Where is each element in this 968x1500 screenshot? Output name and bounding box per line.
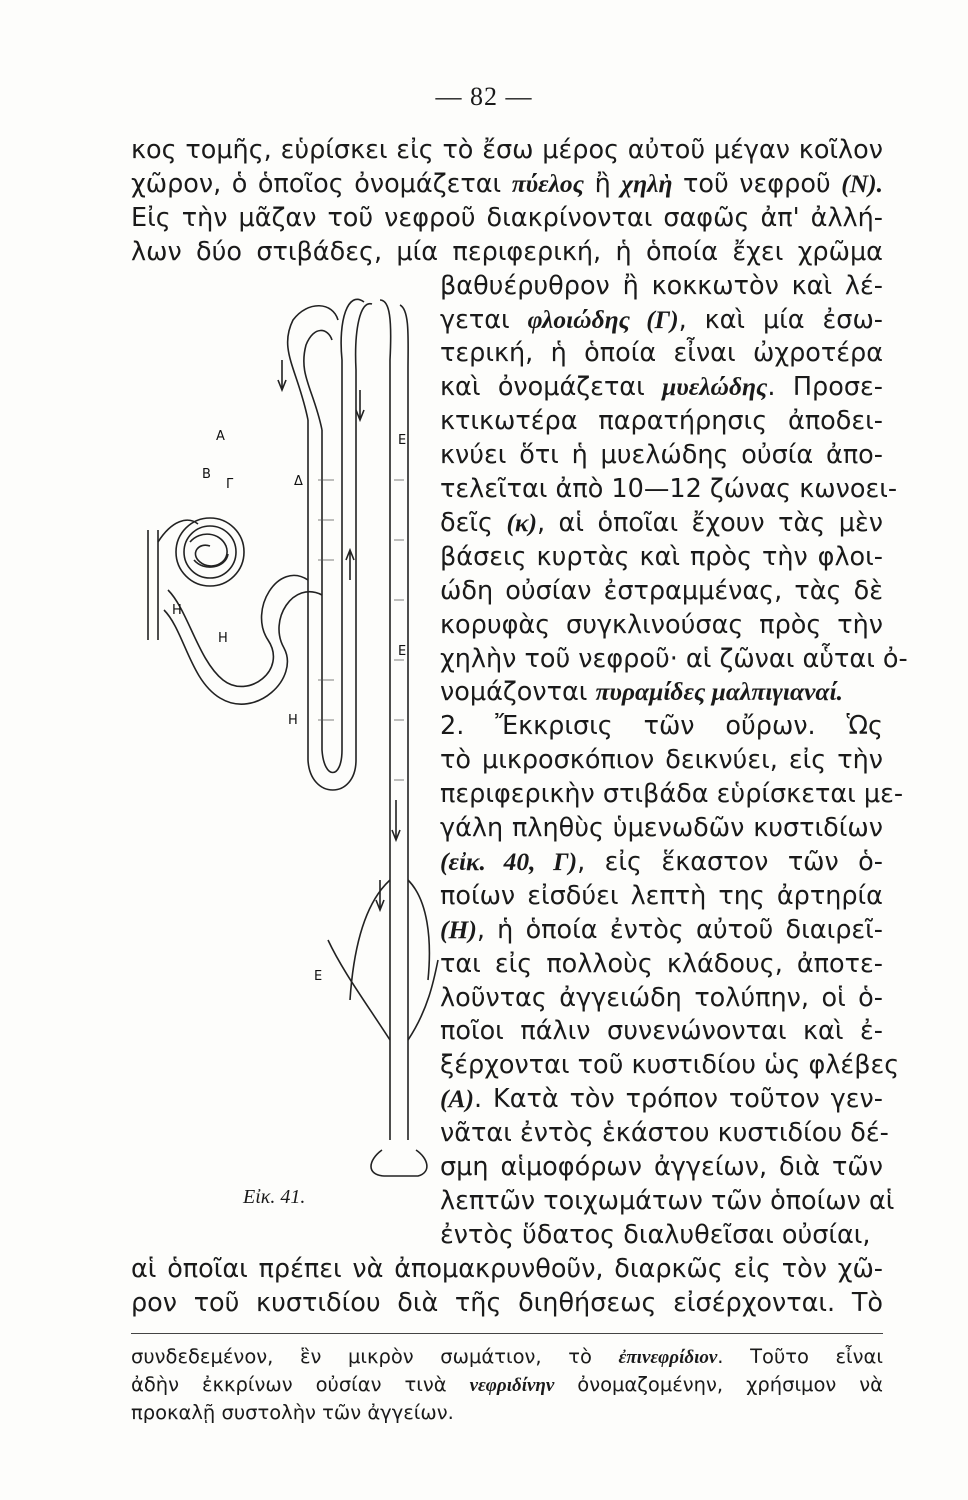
figure-label-e-top: Ε bbox=[398, 433, 407, 448]
text-line bbox=[440, 846, 883, 878]
text-line bbox=[440, 1015, 883, 1047]
text-line bbox=[440, 1049, 900, 1081]
text-line bbox=[440, 1151, 883, 1183]
emphasis-term: (εἰκ. 40, Γ) bbox=[440, 846, 578, 876]
text-run: τὸ μικροσκόπιον δεικνύει, εἰς τὴν bbox=[440, 745, 883, 776]
text-run: κορυφὰς συγκλινούσας πρὸς τὴν bbox=[440, 609, 883, 640]
text-run: τελεῖται ἀπὸ 10—12 ζώνας κωνοει- bbox=[440, 474, 898, 504]
text-line bbox=[440, 643, 908, 675]
text-run: . Προσε- bbox=[767, 372, 883, 403]
text-run: κος τομῆς, εὑρίσκει εἰς τὸ ἔσω μέρος αὐτοῦ μέγαν κοῖλον bbox=[131, 135, 883, 165]
text-run: ἢ bbox=[584, 168, 622, 199]
text-line bbox=[131, 236, 883, 268]
text-run: καὶ ὀνομάζεται bbox=[440, 372, 663, 403]
text-line bbox=[440, 744, 883, 776]
text-line bbox=[131, 1253, 883, 1285]
text-line bbox=[440, 710, 883, 742]
text-run: προκαλῇ συστολὴν τῶν ἀγγείων. bbox=[131, 1401, 454, 1424]
text-run: , αἱ ὁποῖαι ἔχουν τὰς μὲν bbox=[536, 507, 884, 538]
text-run: ποῖοι πάλιν συνενώνονται καὶ ἐ- bbox=[440, 1016, 883, 1047]
text-run: τερική, ἡ ὁποία εἶναι ὠχροτέρα bbox=[440, 338, 883, 369]
text-line bbox=[440, 270, 883, 302]
text-run: δεῖς bbox=[440, 507, 507, 538]
text-line bbox=[440, 405, 883, 437]
figure-label-h: Η bbox=[218, 631, 228, 646]
text-run: 2. bbox=[440, 711, 496, 742]
text-line bbox=[440, 1117, 889, 1149]
emphasis-term: φλοιώδης (Γ) bbox=[527, 304, 679, 334]
text-run: ται εἰς πολλοὺς κλάδους, ἀποτε- bbox=[440, 948, 883, 979]
section-heading: Ἔκκρισις τῶν οὔρων. bbox=[495, 711, 816, 742]
text-line bbox=[440, 778, 904, 810]
text-run: γάλη πληθὺς ὑμενωδῶν κυστιδίων bbox=[440, 813, 883, 843]
figure-label-h-lower: Η bbox=[288, 713, 298, 728]
figure-label-b: Β bbox=[202, 467, 211, 482]
figure-label-d: Δ bbox=[294, 474, 303, 489]
text-line bbox=[440, 676, 883, 708]
text-line bbox=[440, 948, 883, 980]
text-run: Εἰς τὴν μᾶζαν τοῦ νεφροῦ διακρίνονται σαφῶς ἀπ' ἀλλή- bbox=[131, 202, 883, 233]
text-line bbox=[440, 575, 883, 607]
text-run: ἀδὴν ἐκκρίνων οὐσίαν τινὰ bbox=[131, 1373, 470, 1396]
emphasis-term: μυελώδης bbox=[662, 372, 768, 402]
footnote-line bbox=[131, 1373, 883, 1398]
text-run: βαθυέρυθρον ἢ κοκκωτὸν καὶ λέ- bbox=[440, 270, 883, 301]
footnote-line bbox=[131, 1401, 883, 1425]
figure-label-h-left: Η bbox=[172, 603, 182, 618]
text-run: σμη αἱμοφόρων ἀγγείων, διὰ τῶν bbox=[440, 1152, 883, 1182]
figure-label-e-mid: Ε bbox=[398, 644, 407, 659]
text-run: ποίων εἰσδύει λεπτὴ της ἀρτηρία bbox=[440, 880, 883, 911]
figure-label-a: Α bbox=[216, 429, 225, 444]
text-run: , ἡ ὁποία ἐντὸς αὐτοῦ διαιρεῖ- bbox=[476, 914, 883, 945]
text-run: κνύει ὅτι ἡ μυελώδης οὐσία ἀπο- bbox=[440, 440, 883, 471]
emphasis-term: νεφριδίνην bbox=[469, 1375, 555, 1396]
emphasis-term: ἐπινεφρίδιον bbox=[618, 1347, 718, 1368]
text-run: ξέρχονται τοῦ κυστιδίου ὡς φλέβες bbox=[440, 1050, 900, 1081]
text-line bbox=[131, 202, 883, 234]
text-run: τοῦ νεφροῦ bbox=[672, 168, 842, 199]
text-line bbox=[131, 134, 883, 166]
text-line bbox=[440, 473, 898, 505]
footnote-rule bbox=[131, 1333, 883, 1334]
text-line bbox=[440, 880, 883, 912]
text-run: κτικωτέρα παρατήρησις ἀποδει- bbox=[440, 406, 883, 437]
text-line bbox=[440, 541, 883, 573]
text-run: ἐντὸς ὕδατος διαλυθεῖσαι οὐσίαι, bbox=[440, 1219, 871, 1250]
text-line bbox=[440, 507, 883, 539]
text-run: χῶρον, ὁ ὁποῖος ὀνομάζεται bbox=[131, 168, 512, 199]
emphasis-term: χηλὴ bbox=[621, 168, 673, 198]
figure-label-g: Γ bbox=[226, 477, 234, 492]
text-line bbox=[440, 337, 883, 369]
text-run: Ὡς bbox=[815, 711, 884, 742]
text-run: λων δύο στιβάδες, μία περιφερική, ἡ ὁποία ἔχει χρῶμα bbox=[131, 236, 883, 267]
text-run: περιφερικὴν στιβάδα εὑρίσκεται με- bbox=[440, 779, 904, 810]
text-line bbox=[440, 609, 883, 641]
emphasis-term: (κ) bbox=[506, 507, 537, 537]
text-run: , καὶ μία ἐσω- bbox=[678, 304, 883, 335]
figure-41-illustration bbox=[128, 280, 440, 1180]
text-line bbox=[440, 1185, 895, 1217]
text-run: νᾶται ἐντὸς ἑκάστου κυστιδίου δέ- bbox=[440, 1118, 889, 1149]
text-line bbox=[440, 812, 883, 844]
text-line bbox=[440, 1083, 883, 1115]
text-run: ρον τοῦ κυστιδίου διὰ τῆς διηθήσεως εἰσέρχονται. Τὸ bbox=[131, 1287, 883, 1318]
text-line bbox=[131, 168, 883, 200]
emphasis-term: (Η) bbox=[440, 914, 477, 944]
text-run: λεπτῶν τοιχωμάτων τῶν ὁποίων αἱ bbox=[440, 1185, 895, 1216]
text-run: , εἰς ἕκαστον τῶν ὁ- bbox=[577, 846, 883, 877]
text-run: λοῦντας ἀγγειώδη τολύπην, οἱ ὁ- bbox=[440, 982, 883, 1013]
text-run: αἱ ὁποῖαι πρέπει νὰ ἀπομακρυνθοῦν, διαρκῶς εἰς τὸν χῶ- bbox=[131, 1253, 883, 1284]
figure-label-e-low: Ε bbox=[314, 969, 323, 984]
text-run: χηλὴν τοῦ νεφροῦ· αἱ ζῶναι αὗται ὀ- bbox=[440, 643, 908, 674]
text-line bbox=[440, 304, 883, 336]
emphasis-term: (Ν). bbox=[841, 168, 884, 198]
figure-caption: Εἰκ. 41. bbox=[243, 1186, 306, 1208]
emphasis-term: (Α) bbox=[440, 1084, 474, 1114]
emphasis-term: πυραμίδες μαλπιγιαναί. bbox=[595, 677, 843, 707]
text-line bbox=[440, 982, 883, 1014]
nephron-drawing bbox=[128, 280, 440, 1180]
text-line bbox=[440, 1219, 883, 1251]
text-line bbox=[131, 1287, 883, 1319]
text-run: νομάζονται bbox=[440, 677, 596, 708]
page-number: — 82 — bbox=[435, 82, 533, 111]
text-run: γεται bbox=[440, 304, 528, 335]
text-run: ώδη οὐσίαν ἐστραμμένας, τὰς δὲ bbox=[440, 575, 883, 606]
text-run: . Κατὰ τὸν τρόπον τοῦτον γεν- bbox=[474, 1084, 883, 1115]
text-run: βάσεις κυρτὰς καὶ πρὸς τὴν φλοι- bbox=[440, 541, 883, 572]
text-line bbox=[440, 914, 883, 946]
emphasis-term: πύελος bbox=[511, 168, 585, 198]
text-run: συνδεδεμένον, ἓν μικρὸν σωμάτιον, τὸ bbox=[131, 1345, 619, 1368]
text-line bbox=[440, 439, 883, 471]
text-line bbox=[440, 371, 883, 403]
text-run: . Τοῦτο εἶναι bbox=[717, 1345, 883, 1368]
text-run: ὀνομαζομένην, χρήσιμον νὰ bbox=[554, 1373, 884, 1396]
footnote-line bbox=[131, 1345, 883, 1370]
